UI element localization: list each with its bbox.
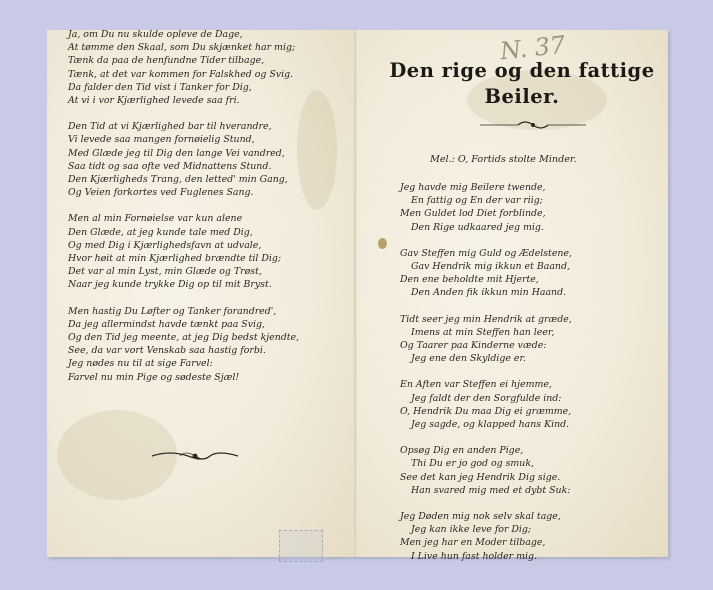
verse-line: Vi levede saa mangen fornøielig Stund,	[68, 134, 255, 146]
verse-line: Da falder den Tid vist i Tanker for Dig,	[68, 81, 252, 93]
verse-line: Jeg kan ikke leve for Dig;	[411, 524, 532, 536]
verse-line: Den Anden fik ikkun min Haand.	[411, 287, 567, 299]
verse-line: Da jeg allermindst havde tænkt paa Svig,	[68, 318, 265, 330]
verse-line: Den Tid at vi Kjærlighed bar til hverandre,	[68, 121, 272, 133]
verse-line: See, da var vort Venskab saa hastig forbi.	[68, 345, 266, 357]
stanza	[400, 247, 620, 300]
verse-line: Jeg ene den Skyldige er.	[411, 353, 526, 365]
song-title	[372, 58, 672, 110]
stanza	[400, 510, 620, 563]
verse-line: See det kan jeg Hendrik Dig sige.	[400, 471, 561, 483]
title-ornament	[478, 118, 588, 132]
verse-line: En fattig og En der var riig;	[411, 195, 543, 207]
verse-line: Farvel nu min Pige og sødeste Sjæl!	[68, 371, 240, 383]
verse-line: Den Kjærligheds Trang, den letted' min Gang,	[68, 174, 288, 186]
verse-line: Men al min Fornøielse var kun alene	[68, 213, 243, 225]
verse-line: Han svared mig med et dybt Suk:	[411, 484, 571, 496]
verse-line: O, Hendrik Du maa Dig ei græmme,	[400, 405, 572, 417]
library-stamp	[279, 530, 323, 562]
verse-line: Tidt seer jeg min Hendrik at græde,	[400, 313, 572, 325]
stanza	[68, 28, 308, 107]
right-page-poem	[400, 181, 620, 576]
verse-line: Hvor høit at min Kjærlighed brændte til Dig;	[68, 253, 282, 265]
verse-line: Tænk da paa de henfundne Tider tilbage,	[68, 55, 265, 67]
paper-hole	[378, 238, 387, 249]
left-page-poem	[68, 28, 308, 397]
verse-line: Jeg faldt der den Sorgfulde ind:	[411, 392, 562, 404]
verse-line: Og med Dig i Kjærlighedsfavn at udvale,	[68, 239, 262, 251]
sheet-number: N. 37	[498, 30, 567, 66]
verse-line: Og Veien forkortes ved Fuglenes Sang.	[68, 187, 254, 199]
verse-line: Den Glæde, at jeg kunde tale med Dig,	[68, 226, 253, 238]
verse-line: Jeg nødes nu til at sige Farvel:	[68, 358, 213, 370]
title-line: Beiler.	[484, 85, 560, 108]
closing-ornament	[150, 448, 240, 464]
verse-line: Det var al min Lyst, min Glæde og Trøst,	[68, 266, 262, 278]
verse-line: Den ene beholdte mit Hjerte,	[400, 274, 539, 286]
stanza	[400, 378, 620, 431]
stanza	[68, 305, 308, 384]
page-fold	[353, 30, 357, 557]
stanza	[400, 313, 620, 366]
verse-line: Jeg Døden mig nok selv skal tage,	[400, 511, 561, 523]
verse-line: Jeg sagde, og klapped hans Kind.	[411, 419, 570, 431]
stanza	[400, 444, 620, 497]
verse-line: Thi Du er jo god og smuk,	[411, 458, 534, 470]
verse-line: At tømme den Skaal, som Du skjænket har mig;	[68, 42, 296, 54]
verse-line: Med Glæde jeg til Dig den lange Vei vandred,	[68, 147, 285, 159]
verse-line: Naar jeg kunde trykke Dig op til mit Bryst.	[68, 279, 272, 291]
verse-line: Imens at min Steffen han leer,	[411, 326, 555, 338]
verse-line: Og Taarer paa Kinderne væde:	[400, 340, 547, 352]
verse-line: Men hastig Du Løfter og Tanker forandred',	[68, 305, 277, 317]
verse-line: En Aften var Steffen ei hjemme,	[400, 379, 552, 391]
verse-line: Saa tidt og saa ofte ved Midnattens Stund.	[68, 160, 272, 172]
verse-line: Men jeg har en Moder tilbage,	[400, 537, 546, 549]
verse-line: I Live hun fast holder mig.	[411, 550, 538, 562]
verse-line: Jeg havde mig Beilere twende,	[400, 182, 546, 193]
stanza	[68, 120, 308, 199]
verse-line: Tænk, at det var kommen for Falskhed og Svig.	[68, 68, 294, 80]
stanza	[68, 212, 308, 291]
verse-line: Den Rige udkaared jeg mig.	[411, 221, 544, 233]
melody-note: Mel.: O, Fortids stolte Minder.	[430, 154, 577, 165]
verse-line: Gav Hendrik mig ikkun et Baand,	[411, 261, 570, 273]
verse-line: Men Guldet lod Diet forblinde,	[400, 208, 546, 220]
verse-line: At vi i vor Kjærlighed levede saa fri.	[68, 95, 240, 107]
stanza	[400, 181, 620, 234]
verse-line: Gav Steffen mig Guld og Ædelstene,	[400, 247, 572, 259]
verse-line: Ja, om Du nu skulde opleve de Dage,	[68, 29, 243, 40]
verse-line: Opsøg Dig en anden Pige,	[400, 445, 524, 457]
title-line: Den rige og den fattige	[389, 59, 655, 82]
verse-line: Og den Tid jeg meente, at jeg Dig bedst kjendte,	[68, 332, 300, 344]
